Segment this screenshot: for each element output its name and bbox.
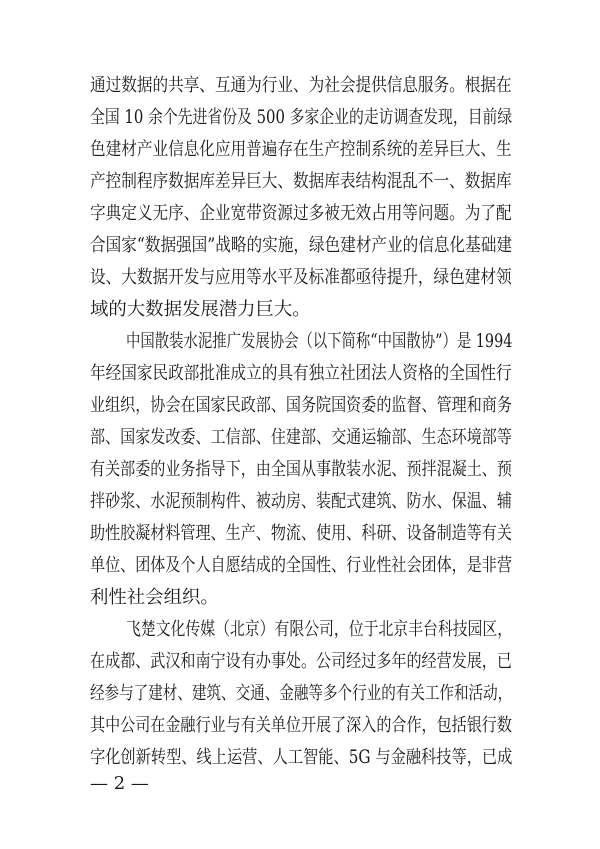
text-line: 其中公司在金融行业与有关单位开展了深入的合作，包括银行数 xyxy=(90,715,512,736)
text-line: 业组织，协会在国家民政部、国务院国资委的监督、管理和商务 xyxy=(90,395,512,416)
text-line: 飞楚文化传媒（北京）有限公司，位于北京丰台科技园区， xyxy=(126,619,513,640)
text-line: 全国 10 余个先进省份及 500 多家企业的走访调查发现，目前绿 xyxy=(90,107,513,128)
text-line: 中国散装水泥推广发展协会（以下简称“中国散协”）是 1994 xyxy=(126,331,513,352)
text-line: 合国家“数据强国”战略的实施，绿色建材产业的信息化基础建 xyxy=(90,235,512,256)
text-line: 通过数据的共享、互通为行业、为社会提供信息服务。根据在 xyxy=(90,75,512,96)
text-line: 产控制程序数据库差异巨大、数据库表结构混乱不一、数据库 xyxy=(90,171,512,192)
text-line: 单位、团体及个人自愿结成的全国性、行业性社会团体，是非营 xyxy=(90,555,512,576)
page-number: — 2 — xyxy=(90,773,149,794)
text-line: 有关部委的业务指导下，由全国从事散装水泥、预拌混凝土、预 xyxy=(90,459,512,480)
text-line: 助性胶凝材料管理、生产、物流、使用、科研、设备制造等有关 xyxy=(90,523,512,544)
text-line: 字典定义无序、企业宽带资源过多被无效占用等问题。为了配 xyxy=(90,203,512,224)
text-line: 利性社会组织。 xyxy=(90,587,219,608)
text-line: 拌砂浆、水泥预制构件、被动房、装配式建筑、防水、保温、辅 xyxy=(90,491,512,512)
text-line: 在成都、武汉和南宁设有办事处。公司经过多年的经营发展，已 xyxy=(90,651,512,672)
text-line: 部、国家发改委、工信部、住建部、交通运输部、生态环境部等 xyxy=(90,427,512,448)
text-line: 字化创新转型、线上运营、人工智能、5G 与金融科技等，已成 xyxy=(90,747,513,768)
text-line: 色建材产业信息化应用普遍存在生产控制系统的差异巨大、生 xyxy=(90,139,512,160)
text-line: 域的大数据发展潜力巨大。 xyxy=(90,299,311,320)
text-line: 经参与了建材、建筑、交通、金融等多个行业的有关工作和活动， xyxy=(90,683,513,704)
text-line: 年经国家民政部批准成立的具有独立社团法人资格的全国性行 xyxy=(90,363,512,384)
text-line: 设、大数据开发与应用等水平及标准都亟待提升，绿色建材领 xyxy=(90,267,512,288)
